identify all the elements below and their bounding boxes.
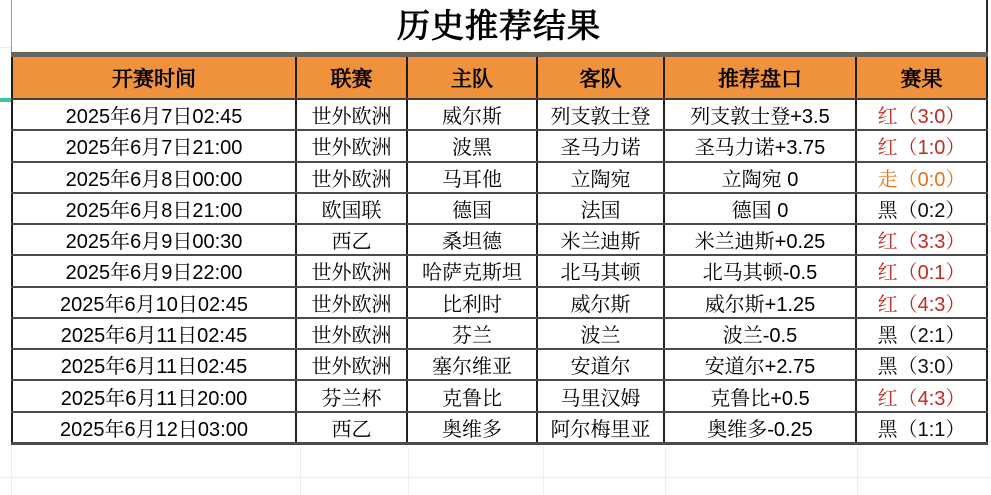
- gridline-vertical: [11, 445, 12, 495]
- cell-time: 2025年6月7日21:00: [11, 131, 297, 160]
- cell-league: 世外欧洲: [297, 100, 408, 129]
- cell-time: 2025年6月12日03:00: [11, 413, 297, 442]
- cell-result: 黑（0:2）: [857, 194, 988, 223]
- table-row: [11, 381, 988, 412]
- cell-away: 法国: [538, 194, 665, 223]
- column-header-home: 主队: [408, 57, 538, 98]
- table-row: [11, 225, 988, 256]
- cell-home: 德国: [408, 194, 538, 223]
- freeze-pane-indicator: [0, 98, 11, 102]
- cell-handicap: 圣马力诺+3.75: [665, 131, 857, 160]
- cell-handicap: 克鲁比+0.5: [665, 381, 857, 410]
- cell-time: 2025年6月8日00:00: [11, 163, 297, 192]
- cell-league: 世外欧洲: [297, 288, 408, 317]
- cell-home: 威尔斯: [408, 100, 538, 129]
- cell-result: 红（3:0）: [857, 100, 988, 129]
- cell-time: 2025年6月11日02:45: [11, 350, 297, 379]
- cell-away: 立陶宛: [538, 163, 665, 192]
- cell-home: 桑坦德: [408, 225, 538, 254]
- cell-away: 圣马力诺: [538, 131, 665, 160]
- column-header-result: 赛果: [857, 57, 988, 98]
- cell-home: 克鲁比: [408, 381, 538, 410]
- gridline-vertical: [543, 447, 544, 495]
- cell-result: 红（4:3）: [857, 381, 988, 410]
- table-row: [11, 163, 988, 194]
- cell-result: 红（4:3）: [857, 288, 988, 317]
- cell-handicap: 安道尔+2.75: [665, 350, 857, 379]
- cell-league: 世外欧洲: [297, 256, 408, 285]
- cell-away: 马里汉姆: [538, 381, 665, 410]
- cell-away: 米兰迪斯: [538, 225, 665, 254]
- cell-time: 2025年6月9日22:00: [11, 256, 297, 285]
- column-header-league: 联赛: [297, 57, 408, 98]
- cell-time: 2025年6月11日20:00: [11, 381, 297, 410]
- cell-home: 波黑: [408, 131, 538, 160]
- table-row: [11, 413, 988, 445]
- cell-handicap: 奥维多-0.25: [665, 413, 857, 442]
- table-row: [11, 288, 988, 319]
- column-header-away: 客队: [538, 57, 665, 98]
- cell-result: 黑（1:1）: [857, 413, 988, 442]
- cell-league: 世外欧洲: [297, 350, 408, 379]
- cell-league: 西乙: [297, 225, 408, 254]
- cell-away: 列支敦士登: [538, 100, 665, 129]
- cell-home: 芬兰: [408, 319, 538, 348]
- cell-handicap: 列支敦士登+3.5: [665, 100, 857, 129]
- column-header-handicap: 推荐盘口: [665, 57, 857, 98]
- page-title: 历史推荐结果: [397, 6, 601, 44]
- cell-home: 塞尔维亚: [408, 350, 538, 379]
- cell-handicap: 米兰迪斯+0.25: [665, 225, 857, 254]
- gridline-horizontal: [0, 47, 11, 48]
- cell-handicap: 波兰-0.5: [665, 319, 857, 348]
- table-row: [11, 131, 988, 162]
- cell-league: 欧国联: [297, 194, 408, 223]
- table-row: [11, 350, 988, 381]
- table-row: [11, 100, 988, 131]
- cell-home: 比利时: [408, 288, 538, 317]
- gridline-vertical: [857, 447, 858, 495]
- cell-time: 2025年6月10日02:45: [11, 288, 297, 317]
- cell-time: 2025年6月11日02:45: [11, 319, 297, 348]
- cell-away: 威尔斯: [538, 288, 665, 317]
- cell-home: 奥维多: [408, 413, 538, 442]
- cell-league: 世外欧洲: [297, 131, 408, 160]
- title-block: [11, 0, 988, 52]
- cell-handicap: 立陶宛 0: [665, 163, 857, 192]
- cell-league: 世外欧洲: [297, 319, 408, 348]
- column-header-time: 开赛时间: [11, 57, 297, 98]
- gridline-vertical: [408, 447, 409, 495]
- table-row: [11, 319, 988, 350]
- table-row: [11, 194, 988, 225]
- cell-result: 黑（3:0）: [857, 350, 988, 379]
- cell-away: 北马其顿: [538, 256, 665, 285]
- table-row: [11, 256, 988, 287]
- cell-away: 波兰: [538, 319, 665, 348]
- gridline-vertical: [300, 447, 301, 495]
- cell-time: 2025年6月7日02:45: [11, 100, 297, 129]
- cell-away: 阿尔梅里亚: [538, 413, 665, 442]
- cell-time: 2025年6月8日21:00: [11, 194, 297, 223]
- cell-league: 芬兰杯: [297, 381, 408, 410]
- cell-handicap: 德国 0: [665, 194, 857, 223]
- cell-handicap: 威尔斯+1.25: [665, 288, 857, 317]
- cell-result: 红（3:3）: [857, 225, 988, 254]
- cell-result: 红（1:0）: [857, 131, 988, 160]
- cell-handicap: 北马其顿-0.5: [665, 256, 857, 285]
- table-header-row: [11, 57, 988, 100]
- cell-league: 世外欧洲: [297, 163, 408, 192]
- gridline-vertical: [665, 447, 666, 495]
- table-body: [11, 100, 988, 445]
- gridline-horizontal: [0, 477, 991, 478]
- cell-away: 安道尔: [538, 350, 665, 379]
- cell-result: 红（0:1）: [857, 256, 988, 285]
- cell-time: 2025年6月9日00:30: [11, 225, 297, 254]
- cell-league: 西乙: [297, 413, 408, 442]
- cell-home: 马耳他: [408, 163, 538, 192]
- cell-home: 哈萨克斯坦: [408, 256, 538, 285]
- cell-result: 黑（2:1）: [857, 319, 988, 348]
- cell-result: 走（0:0）: [857, 163, 988, 192]
